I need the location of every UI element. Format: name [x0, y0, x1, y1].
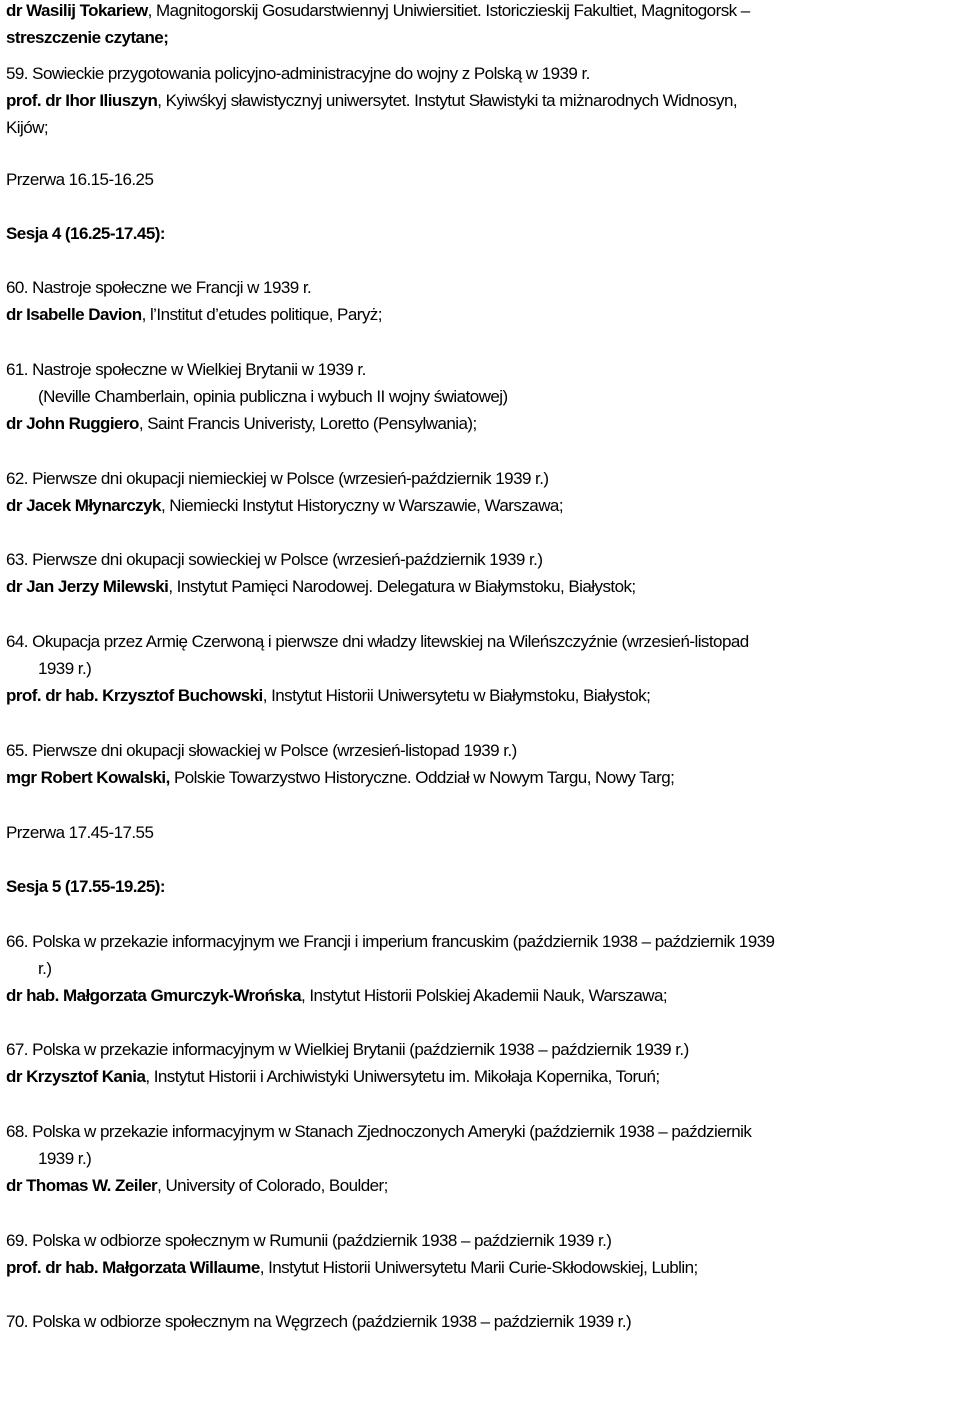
talk-title-67: 67. Polska w przekazie informacyjnym w Wielkiej Brytanii (październik 1938 – październik 1939 r.) — [6, 1040, 689, 1059]
talk-title-64: 64. Okupacja przez Armię Czerwoną i pierwsze dni władzy litewskiej na Wileńszczyźnie (wrzesień-listopad — [6, 632, 749, 651]
talk-subtitle-61: (Neville Chamberlain, opinia publiczna i wybuch II wojny światowej) — [38, 387, 508, 406]
speaker-line-davion — [6, 301, 382, 328]
speaker-affiliation: , Instytut Historii Uniwersytetu Marii Curie-Skłodowskiej, Lublin; — [259, 1258, 698, 1277]
speaker-line-tokariew — [6, 0, 750, 24]
speaker-line-zeiler — [6, 1172, 388, 1199]
speaker-name: prof. dr hab. Krzysztof Buchowski — [6, 686, 263, 705]
speaker-affiliation: , l’Institut d’etudes politique, Paryż; — [141, 305, 382, 324]
speaker-line-gmurczyk-wronska — [6, 982, 667, 1009]
speaker-affiliation-continued: Kijów; — [6, 118, 49, 137]
speaker-name: dr Krzysztof Kania — [6, 1067, 146, 1086]
speaker-affiliation: , Instytut Pamięci Narodowej. Delegatura w Białymstoku, Białystok; — [168, 577, 636, 596]
speaker-name: dr Isabelle Davion — [6, 305, 142, 324]
speaker-line-willaume — [6, 1254, 698, 1281]
speaker-name: mgr Robert Kowalski, — [6, 768, 170, 787]
speaker-name: dr Jacek Młynarczyk — [6, 496, 161, 515]
talk-title-64-continued: 1939 r.) — [38, 659, 92, 678]
speaker-affiliation: , Saint Francis Univeristy, Loretto (Pensylwania); — [138, 414, 477, 433]
note-read-abstract: streszczenie czytane; — [6, 28, 169, 47]
speaker-line-mlynarczyk — [6, 492, 563, 519]
talk-title-68-continued: 1939 r.) — [38, 1149, 92, 1168]
talk-title-68: 68. Polska w przekazie informacyjnym w Stanach Zjednoczonych Ameryki (październik 1938 – październik — [6, 1122, 752, 1141]
speaker-line-kowalski — [6, 764, 674, 791]
talk-title-66-continued: r.) — [38, 959, 52, 978]
talk-title-66: 66. Polska w przekazie informacyjnym we Francji i imperium francuskim (październik 1938 – październik 1939 — [6, 932, 775, 951]
session-heading-4: Sesja 4 (16.25-17.45): — [6, 224, 165, 243]
talk-title-59: 59. Sowieckie przygotowania policyjno-administracyjne do wojny z Polską w 1939 r. — [6, 64, 590, 83]
speaker-name: prof. dr Ihor Iliuszyn — [6, 91, 158, 110]
speaker-affiliation: , Magnitogorskij Gosudarstwiennyj Uniwiersitiet. Istoriczieskij Fakultiet, Magnitogorsk – — [147, 1, 750, 20]
talk-title-69: 69. Polska w odbiorze społecznym w Rumunii (październik 1938 – październik 1939 r.) — [6, 1231, 612, 1250]
break-time: Przerwa 16.15-16.25 — [6, 170, 154, 189]
speaker-line-buchowski — [6, 682, 650, 709]
speaker-line-milewski — [6, 573, 636, 600]
speaker-line-ruggiero — [6, 410, 477, 437]
speaker-affiliation: , University of Colorado, Boulder; — [157, 1176, 388, 1195]
speaker-name: dr hab. Małgorzata Gmurczyk-Wrońska — [6, 986, 302, 1005]
talk-title-65: 65. Pierwsze dni okupacji słowackiej w Polsce (wrzesień-listopad 1939 r.) — [6, 741, 517, 760]
speaker-name: dr Jan Jerzy Milewski — [6, 577, 169, 596]
break-time: Przerwa 17.45-17.55 — [6, 823, 154, 842]
speaker-affiliation: , Instytut Historii Uniwersytetu w Białymstoku, Białystok; — [262, 686, 651, 705]
talk-title-70: 70. Polska w odbiorze społecznym na Węgrzech (październik 1938 – październik 1939 r.) — [6, 1312, 632, 1331]
session-heading-5: Sesja 5 (17.55-19.25): — [6, 877, 165, 896]
speaker-name: dr Thomas W. Zeiler — [6, 1176, 158, 1195]
speaker-line-iliuszyn — [6, 87, 737, 114]
speaker-affiliation: , Kyiwśkyj sławistycznyj uniwersytet. Instytut Sławistyki ta miżnarodnych Widnosyn, — [157, 91, 738, 110]
speaker-line-kania — [6, 1063, 660, 1090]
talk-title-63: 63. Pierwsze dni okupacji sowieckiej w Polsce (wrzesień-październik 1939 r.) — [6, 550, 543, 569]
speaker-affiliation: , Instytut Historii Polskiej Akademii Nauk, Warszawa; — [301, 986, 668, 1005]
talk-title-62: 62. Pierwsze dni okupacji niemieckiej w Polsce (wrzesień-październik 1939 r.) — [6, 469, 549, 488]
speaker-name: prof. dr hab. Małgorzata Willaume — [6, 1258, 260, 1277]
speaker-name: dr John Ruggiero — [6, 414, 139, 433]
speaker-affiliation: Polskie Towarzystwo Historyczne. Oddział w Nowym Targu, Nowy Targ; — [169, 768, 675, 787]
speaker-affiliation: , Niemiecki Instytut Historyczny w Warszawie, Warszawa; — [160, 496, 564, 515]
talk-title-60: 60. Nastroje społeczne we Francji w 1939 r. — [6, 278, 312, 297]
speaker-name: dr Wasilij Tokariew — [6, 1, 148, 20]
speaker-affiliation: , Instytut Historii i Archiwistyki Uniwersytetu im. Mikołaja Kopernika, Toruń; — [145, 1067, 660, 1086]
talk-title-61: 61. Nastroje społeczne w Wielkiej Brytanii w 1939 r. — [6, 360, 366, 379]
